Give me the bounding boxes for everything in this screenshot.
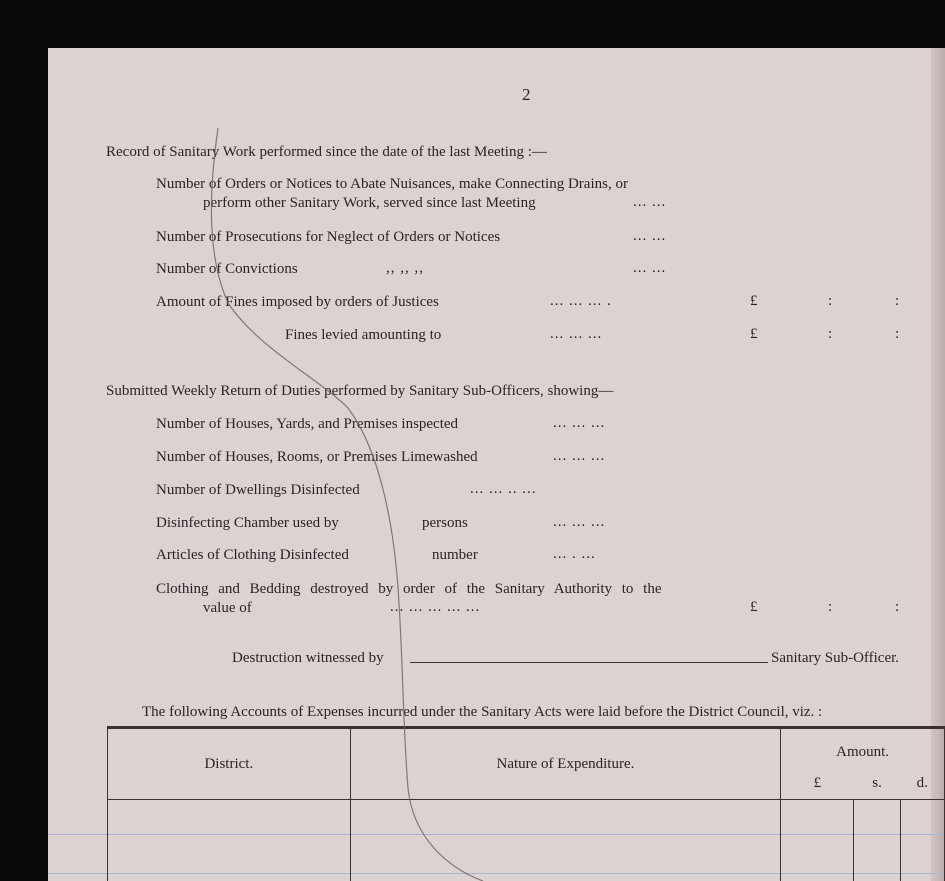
clothing-destroyed-line2: value of [203,600,252,616]
shillings-cell[interactable] [854,800,901,881]
fines-levied-dots: ... ... ... [550,326,603,342]
col-header-nature: Nature of Expenditure. [350,728,780,800]
col-header-pounds: £ [781,767,854,800]
accounts-intro: The following Accounts of Expenses incurred under the Sanitary Acts were laid before the District Council, viz. : [142,704,823,720]
fines-levied-colon-1: : [828,326,833,342]
dwellings-disinfected-dots: ... ... .. ... [470,481,537,497]
orders-notices-line2: perform other Sanitary Work, served since last Meeting [203,195,536,211]
fines-levied-colon-2: : [895,326,900,342]
nature-cell[interactable] [350,800,780,881]
clothing-disinfected-dots: ... . ... [553,546,596,562]
col-header-shillings: s. [854,767,901,800]
houses-inspected-label: Number of Houses, Yards, and Premises inspected [156,416,459,432]
orders-notices-line1: Number of Orders or Notices to Abate Nuisances, make Connecting Drains, or [156,176,628,192]
disinfecting-chamber-persons: persons [422,515,468,531]
witness-role: Sanitary Sub-Officer. [771,650,900,666]
orders-notices-dots: ... ... [633,194,667,210]
clothing-destroyed-line1: Clothing and Bedding destroyed by order of the Sanitary Authority to the [156,581,662,597]
clothing-destroyed-colon-1: : [828,599,833,615]
fines-imposed-label: Amount of Fines imposed by orders of Justices [156,294,439,310]
col-header-pence: d. [901,767,945,800]
col-header-district: District. [108,728,351,800]
disinfecting-chamber-label: Disinfecting Chamber used by [156,515,339,531]
page-number: 2 [522,85,531,104]
accounts-table [107,726,945,881]
pounds-cell[interactable] [781,800,854,881]
houses-limewashed-dots: ... ... ... [553,448,606,464]
convictions-label: Number of Convictions [156,261,298,277]
houses-inspected-dots: ... ... ... [553,415,606,431]
table-row [108,800,945,881]
prosecutions-label: Number of Prosecutions for Neglect of Orders or Notices [156,229,501,245]
form-page [48,48,945,881]
weekly-return-heading: Submitted Weekly Return of Duties performed by Sanitary Sub-Officers, showing— [106,383,614,399]
clothing-disinfected-label: Articles of Clothing Disinfected [156,547,349,563]
clothing-destroyed-dots: ... ... ... ... ... [390,599,481,615]
fines-levied-pound-sign: £ [750,326,758,342]
fines-imposed-colon-1: : [828,293,833,309]
houses-limewashed-label: Number of Houses, Rooms, or Premises Limewashed [156,449,478,465]
witness-signature-line[interactable] [410,662,768,663]
clothing-destroyed-pound-sign: £ [750,599,758,615]
dwellings-disinfected-label: Number of Dwellings Disinfected [156,482,360,498]
convictions-dots: ... ... [633,260,667,276]
record-heading: Record of Sanitary Work performed since the date of the last Meeting :— [106,144,547,160]
pence-cell[interactable] [901,800,945,881]
clothing-destroyed-colon-2: : [895,599,900,615]
prosecutions-dots: ... ... [633,228,667,244]
convictions-ditto: ,, ,, ,, [386,260,424,276]
fines-levied-label: Fines levied amounting to [285,327,442,343]
district-cell[interactable] [108,800,351,881]
clothing-disinfected-number: number [432,547,478,563]
fines-imposed-dots: ... ... ... . [550,293,612,309]
witness-label: Destruction witnessed by [232,650,384,666]
disinfecting-chamber-dots: ... ... ... [553,514,606,530]
col-header-amount: Amount. [781,728,945,768]
fines-imposed-colon-2: : [895,293,900,309]
fines-imposed-pound-sign: £ [750,293,758,309]
